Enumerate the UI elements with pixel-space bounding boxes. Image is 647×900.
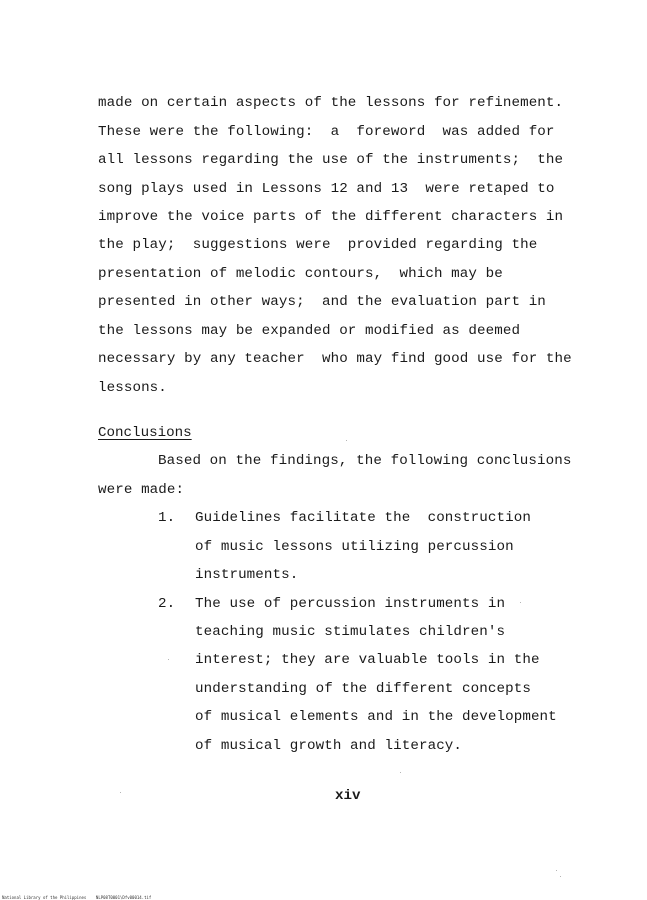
conclusion-line: of music lessons utilizing percussion [195,539,514,555]
scan-speck [520,602,521,603]
conclusion-line: Guidelines facilitate the construction [195,510,531,526]
scan-speck [346,440,347,441]
scan-footer: National Library of the Philippines NLP08T0001\Dfv00014.tif [2,895,152,900]
conclusion-number: 2. [158,596,176,612]
intro-line-2: were made: [98,482,185,498]
scan-speck [168,659,169,660]
paragraph-line-10: necessary by any teacher who may find good use for the [98,351,572,367]
paragraph-line-2: These were the following: a foreword was added for [98,124,555,140]
paragraph-line-3: all lessons regarding the use of the instruments; the [98,152,564,168]
paragraph-line-6: the play; suggestions were provided regarding the [98,237,538,253]
scan-speck [400,772,401,773]
paragraph-line-4: song plays used in Lessons 12 and 13 were retaped to [98,181,555,197]
page-number: xiv [335,788,361,804]
conclusion-line: The use of percussion instruments in [195,596,506,612]
conclusion-line: instruments. [195,567,299,583]
paragraph-line-7: presentation of melodic contours, which may be [98,266,503,282]
conclusion-line: understanding of the different concepts [195,681,531,697]
scan-speck [560,876,561,877]
scan-speck [556,870,557,871]
paragraph-line-8: presented in other ways; and the evaluation part in [98,294,546,310]
paragraph-line-9: the lessons may be expanded or modified as deemed [98,323,521,339]
paragraph-line-5: improve the voice parts of the different characters in [98,209,564,225]
conclusion-line: of musical elements and in the development [195,709,557,725]
conclusion-line: of musical growth and literacy. [195,738,463,754]
intro-line-1: Based on the findings, the following conclusions [158,453,572,469]
conclusion-line: teaching music stimulates children's [195,624,506,640]
scan-speck [120,792,121,793]
conclusion-number: 1. [158,510,176,526]
paragraph-line-11: lessons. [98,380,167,396]
conclusion-line: interest; they are valuable tools in the [195,652,540,668]
paragraph-line-1: made on certain aspects of the lessons for refinement. [98,95,564,111]
section-heading-conclusions: Conclusions [98,425,192,441]
